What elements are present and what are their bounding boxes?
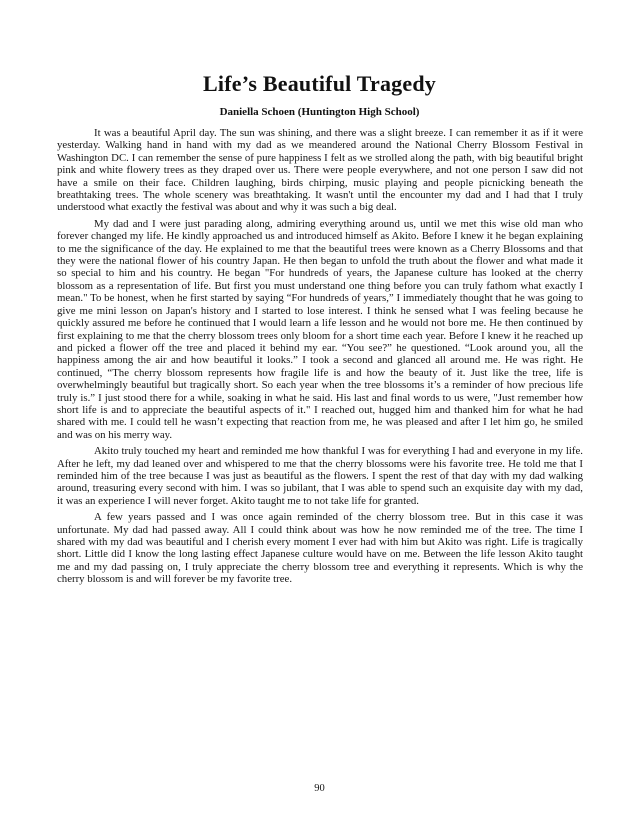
essay-paragraph-3: Akito truly touched my heart and reminded me how thankful I was for everything I had and everyone in my life. After he left, my dad leaned over and whispered to me that the cherry blossoms were his favorite tree. He told me that I reminded him of the tree because I was just as beautiful as the flowers. I spent the rest of that day with my dad walking around, treasuring every second with him. I was so jubilant, that I was able to spend such an exquisite day with my dad, it was an experience I will never forget. Akito taught me to not take life for granted.	[57, 445, 583, 507]
essay-byline: Daniella Schoen (Huntington High School)	[219, 106, 420, 118]
essay-body	[57, 127, 583, 590]
essay-paragraph-4: A few years passed and I was once again reminded of the cherry blossom tree. But in this case it was unfortunate. My dad had passed away. All I could think about was how he now reminded me of the tree. The time I shared with my dad was beautiful and I cherish every moment I ever had with him but Akito was right. Life is tragically short. Little did I know the long lasting effect Japanese culture would have on me. Between the life lesson Akito taught me and my dad passing on, I truly appreciate the cherry blossom tree and everything it represents. Which is why the cherry blossom is and will forever be my favorite tree.	[57, 511, 583, 586]
essay-paragraph-2: My dad and I were just parading along, admiring everything around us, until we met this wise old man who forever changed my life. He kindly approached us and introduced himself as Akito. Before I knew it he began explaining to me the significance of the day. He explained to me that the beautiful trees were known as a Cherry Blossoms and that they were the national flower of his country Japan. He then began to unfold the truth about the flower and what made it so special to him and his country. He began "For hundreds of years, the Japanese culture has looked at the cherry blossom as a representation of life. But first you must understand one thing before you can truly fathom what exactly I mean." To be honest, when he first started by saying “For hundreds of years,” I immediately thought that he was going to give me mini lesson on Japan's history and I started to lose interest. I think he sensed what I was feeling because he quickly assured me before he continued that I would learn a life lesson and he would not bore me. He then continued by first explaining to me that the cherry blossom trees only bloom for a short time each year. Before I knew it he reached up and picked a flower off the tree and placed it behind my ear. “You see?” he questioned. “Look around you, all the happiness among the air and how beautiful it looks.” I took a second and glanced all around me. He was right. He continued, “The cherry blossom represents how fragile life is and how the beauty of it. Just like the tree, life is overwhelmingly beautiful but tragically short. So each year when the tree blossoms it’s a reminder of how precious life truly is.” I just stood there for a while, soaking in what he said. His last and final words to us were, "Just remember how short life is and to appreciate the beautiful aspects of it." I reached out, hugged him and thanked him for what he had shared with me. I could tell he wasn’t expecting that reaction from me, he was pleased and after I let him go, he smiled and was on his merry way.	[57, 217, 583, 441]
essay-paragraph-1: It was a beautiful April day. The sun was shining, and there was a slight breeze. I can remember it as if it were yesterday. Walking hand in hand with my dad as we meandered around the National Cherry Blossom Festival in Washington DC. I can remember the sense of pure happiness I felt as we strolled along the path, with big beautiful bright pink and white flowery trees as they draped over us. There were people everywhere, and not one person I saw did not have a smile on their face. Children laughing, birds chirping, music playing and people picnicking beneath the breathtaking trees. The whole scenery was breathtaking. It wasn't until the encounter my dad and I had that I truly understood what exactly the festival was about and why it was such a big deal.	[57, 127, 583, 214]
essay-title: Life’s Beautiful Tragedy	[203, 71, 436, 96]
page-number: 90	[314, 783, 325, 794]
